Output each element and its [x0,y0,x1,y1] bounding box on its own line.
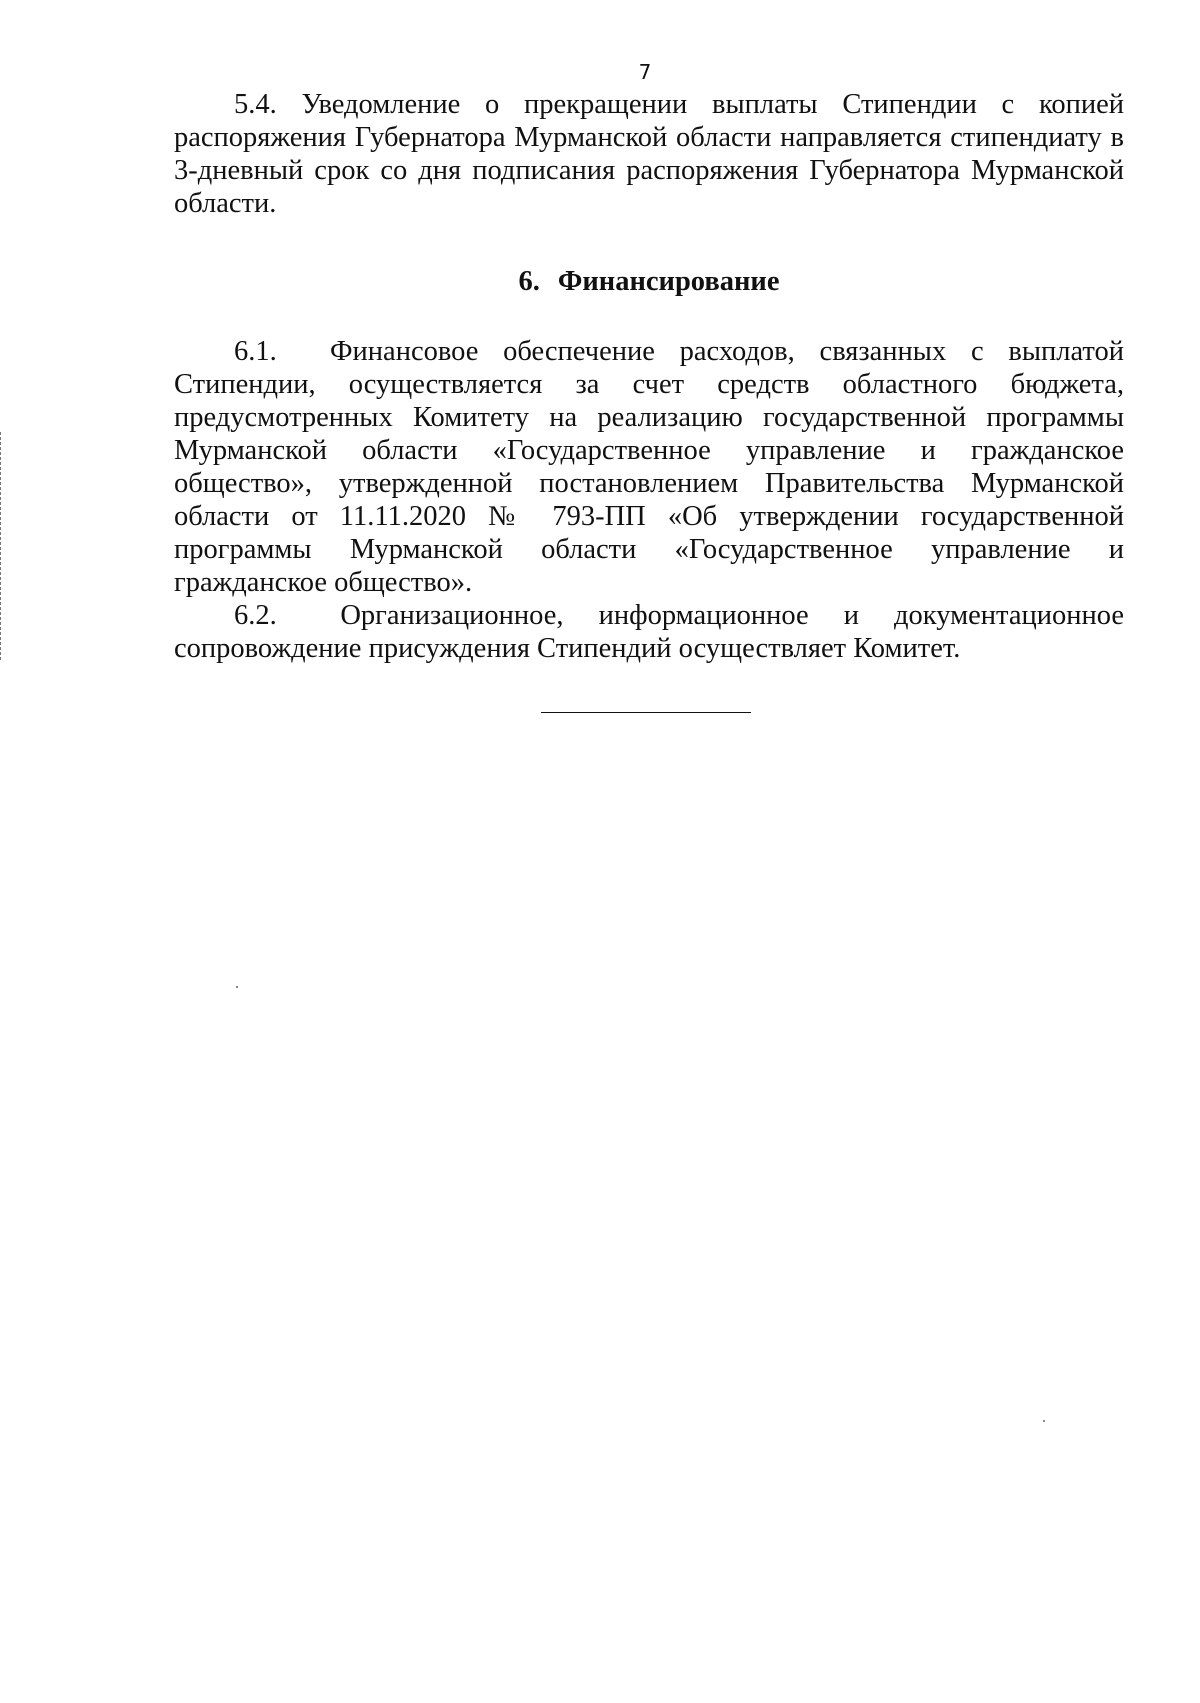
end-of-document-rule [541,712,751,713]
section-6-title: Финансирование [557,266,780,297]
section-6-heading [174,265,1124,298]
scan-speck [1043,1420,1045,1422]
scan-edge-mark [0,432,4,660]
section-6-number: 6. [518,266,540,297]
paragraph-6-1: 6.1. Финансовое обеспечение расходов, связанных с выплатой Стипендии, осуществляется за счет средств областного бюджета, предусмотренных Комитету на реализацию государственной программы Мурманской области «Государственное управление и гражданское общество», утвержденной постановлением Правительства Мурманской области от 11.11.2020 № 793-ПП «Об утверждении государственной программы Мурманской области «Государственное управление и гражданское общество». [174,336,1124,598]
document-body [174,88,1124,665]
page-number: 7 [638,60,652,84]
paragraph-6-2: 6.2. Организационное, информационное и документационное сопровождение присуждения Стипендий осуществляет Комитет. [174,600,1124,664]
scan-speck [236,986,238,988]
paragraph-5-4: 5.4. Уведомление о прекращении выплаты Стипендии с копией распоряжения Губернатора Мурманской области направляется стипендиату в 3-дневный срок со дня подписания распоряжения Губернатора Мурманской области. [174,89,1124,219]
